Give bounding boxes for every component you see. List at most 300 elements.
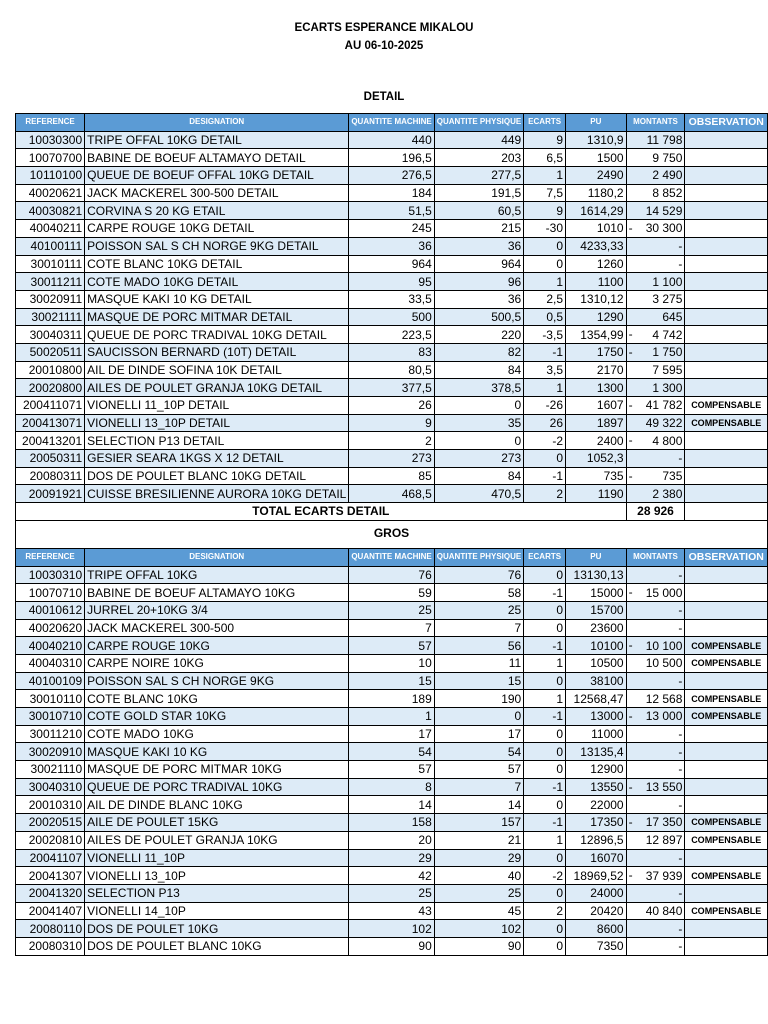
ecart-cell: 2 <box>524 902 566 920</box>
table-row <box>16 831 768 849</box>
table-row <box>16 326 768 344</box>
ecart-cell: -1 <box>524 584 566 602</box>
table-row <box>16 708 768 726</box>
header-designation: DESIGNATION <box>85 114 349 132</box>
designation-cell: JACK MACKEREL 300-500 DETAIL <box>85 184 349 202</box>
ecart-cell: 0 <box>524 566 566 584</box>
montant-cell <box>626 361 685 379</box>
qte-machine-cell: 59 <box>349 584 434 602</box>
montant-value: 41 782 <box>645 398 683 413</box>
qte-machine-cell: 83 <box>349 343 434 361</box>
observation-cell: COMPENSABLE <box>685 902 768 920</box>
montant-cell <box>626 831 685 849</box>
montant-value: 2 380 <box>652 486 683 501</box>
reference-cell: 20010310 <box>16 796 85 814</box>
table-row <box>16 920 768 938</box>
negative-sign: - <box>628 327 633 342</box>
ecart-cell: -1 <box>524 814 566 832</box>
ecart-cell: 0 <box>524 743 566 761</box>
montant-value: - <box>678 797 683 812</box>
reference-cell: 20080310 <box>16 937 85 955</box>
header-qte-machine: QUANTITE MACHINE <box>349 548 434 566</box>
designation-cell: DOS DE POULET BLANC 10KG DETAIL <box>85 467 349 485</box>
montant-value: 645 <box>662 309 683 324</box>
ecart-cell: 2,5 <box>524 290 566 308</box>
qte-physique-cell: 25 <box>434 601 523 619</box>
montant-value: 735 <box>662 469 683 484</box>
ecart-cell: -30 <box>524 220 566 238</box>
pu-cell: 16070 <box>566 849 627 867</box>
montant-cell <box>626 672 685 690</box>
qte-physique-cell: 15 <box>434 672 523 690</box>
designation-cell: MASQUE DE PORC MITMAR 10KG <box>85 761 349 779</box>
table-row <box>16 220 768 238</box>
table-row <box>16 255 768 273</box>
qte-machine-cell: 223,5 <box>349 326 434 344</box>
reference-cell: 30021110 <box>16 761 85 779</box>
designation-cell: AILES DE POULET GRANJA 10KG <box>85 831 349 849</box>
table-row <box>16 308 768 326</box>
ecart-cell: -2 <box>524 867 566 885</box>
table-row <box>16 432 768 450</box>
table-row <box>16 450 768 468</box>
montant-cell <box>626 619 685 637</box>
table-row <box>16 202 768 220</box>
reference-cell: 200413201 <box>16 432 85 450</box>
montant-cell <box>626 308 685 326</box>
negative-sign: - <box>628 468 633 483</box>
reference-cell: 40040211 <box>16 220 85 238</box>
negative-sign: - <box>628 398 633 412</box>
table-row <box>16 485 768 503</box>
pu-cell: 1052,3 <box>566 450 627 468</box>
designation-cell: TRIPE OFFAL 10KG <box>85 566 349 584</box>
montant-value: 17 350 <box>645 815 683 830</box>
designation-cell: COTE MADO 10KG <box>85 725 349 743</box>
ecart-cell: -3,5 <box>524 326 566 344</box>
negative-sign: - <box>628 638 633 653</box>
table-row <box>16 637 768 655</box>
qte-physique-cell: 14 <box>434 796 523 814</box>
montant-value: 37 939 <box>645 868 683 883</box>
observation-cell <box>685 326 768 344</box>
montant-cell <box>626 902 685 920</box>
qte-physique-cell: 191,5 <box>434 184 523 202</box>
montant-cell <box>626 149 685 167</box>
table-row <box>16 379 768 397</box>
montant-value: - <box>678 451 683 466</box>
pu-cell: 1354,99 <box>566 326 627 344</box>
ecart-cell: 3,5 <box>524 361 566 379</box>
montant-cell <box>626 708 685 726</box>
pu-cell: 2170 <box>566 361 627 379</box>
negative-sign: - <box>628 709 633 723</box>
header-ecarts: ECARTS <box>524 548 566 566</box>
montant-cell <box>626 202 685 220</box>
montant-cell <box>626 601 685 619</box>
qte-physique-cell: 378,5 <box>434 379 523 397</box>
pu-cell: 7350 <box>566 937 627 955</box>
ecart-cell: 0,5 <box>524 308 566 326</box>
ecart-cell: 0 <box>524 849 566 867</box>
qte-machine-cell: 8 <box>349 778 434 796</box>
designation-cell: COTE MADO 10KG DETAIL <box>85 273 349 291</box>
montant-value: 1 750 <box>652 345 683 360</box>
ecart-cell: 26 <box>524 414 566 432</box>
observation-cell <box>685 796 768 814</box>
table-row <box>16 467 768 485</box>
qte-physique-cell: 36 <box>434 290 523 308</box>
designation-cell: MASQUE KAKI 10 KG DETAIL <box>85 290 349 308</box>
observation-cell <box>685 485 768 503</box>
qte-machine-cell: 76 <box>349 566 434 584</box>
qte-machine-cell: 90 <box>349 937 434 955</box>
ecart-cell: 0 <box>524 237 566 255</box>
detail-total-value: 28 926 <box>626 503 685 521</box>
qte-physique-cell: 449 <box>434 131 523 149</box>
pu-cell: 1750 <box>566 343 627 361</box>
qte-machine-cell: 36 <box>349 237 434 255</box>
reference-cell: 40040310 <box>16 654 85 672</box>
table-row <box>16 867 768 885</box>
document-date: AU 06-10-2025 <box>344 40 424 52</box>
qte-physique-cell: 35 <box>434 414 523 432</box>
observation-cell <box>685 566 768 584</box>
montant-value: 10 100 <box>645 638 683 653</box>
qte-physique-cell: 36 <box>434 237 523 255</box>
montant-value: 11 798 <box>646 133 683 148</box>
qte-physique-cell: 11 <box>434 654 523 672</box>
montant-value: 15 000 <box>645 585 683 600</box>
montant-cell <box>626 343 685 361</box>
observation-cell <box>685 743 768 761</box>
montant-value: 12 897 <box>645 833 683 848</box>
ecart-cell: 0 <box>524 796 566 814</box>
pu-cell: 735 <box>566 467 627 485</box>
reference-cell: 20041107 <box>16 849 85 867</box>
gros-section-row <box>16 520 768 546</box>
montant-cell <box>626 485 685 503</box>
designation-cell: CARPE ROUGE 10KG DETAIL <box>85 220 349 238</box>
observation-cell <box>685 467 768 485</box>
reference-cell: 40020620 <box>16 619 85 637</box>
qte-physique-cell: 84 <box>434 467 523 485</box>
qte-machine-cell: 468,5 <box>349 485 434 503</box>
table-row <box>16 849 768 867</box>
ecart-cell: 1 <box>524 690 566 708</box>
qte-machine-cell: 158 <box>349 814 434 832</box>
montant-value: 13 000 <box>645 709 683 724</box>
montant-cell <box>626 584 685 602</box>
montant-cell <box>626 237 685 255</box>
ecart-cell: 6,5 <box>524 149 566 167</box>
observation-cell <box>685 778 768 796</box>
observation-cell <box>685 761 768 779</box>
table-row <box>16 761 768 779</box>
document-title: ECARTS ESPERANCE MIKALOU <box>294 22 474 34</box>
qte-physique-cell: 76 <box>434 566 523 584</box>
montant-cell <box>626 884 685 902</box>
designation-cell: JACK MACKEREL 300-500 <box>85 619 349 637</box>
observation-cell <box>685 149 768 167</box>
qte-machine-cell: 17 <box>349 725 434 743</box>
observation-cell <box>685 167 768 185</box>
reference-cell: 10070700 <box>16 149 85 167</box>
ecart-cell: -1 <box>524 637 566 655</box>
qte-machine-cell: 184 <box>349 184 434 202</box>
pu-cell: 20420 <box>566 902 627 920</box>
ecart-cell: 9 <box>524 202 566 220</box>
reference-cell: 20080110 <box>16 920 85 938</box>
reference-cell: 20091921 <box>16 485 85 503</box>
qte-machine-cell: 7 <box>349 619 434 637</box>
reference-cell: 30011211 <box>16 273 85 291</box>
negative-sign: - <box>628 779 633 794</box>
table-row <box>16 343 768 361</box>
observation-cell: COMPENSABLE <box>685 867 768 885</box>
ecart-cell: -1 <box>524 708 566 726</box>
qte-machine-cell: 33,5 <box>349 290 434 308</box>
table-row <box>16 566 768 584</box>
pu-cell: 15000 <box>566 584 627 602</box>
pu-cell: 1897 <box>566 414 627 432</box>
montant-cell <box>626 255 685 273</box>
qte-physique-cell: 96 <box>434 273 523 291</box>
montant-value: 40 840 <box>645 903 683 918</box>
detail-table-body <box>16 114 768 503</box>
reference-cell: 40020621 <box>16 184 85 202</box>
designation-cell: JURREL 20+10KG 3/4 <box>85 601 349 619</box>
qte-machine-cell: 95 <box>349 273 434 291</box>
qte-machine-cell: 1 <box>349 708 434 726</box>
negative-sign: - <box>628 344 633 359</box>
montant-cell <box>626 849 685 867</box>
montant-cell <box>626 131 685 149</box>
observation-cell <box>685 361 768 379</box>
header-qte-machine: QUANTITE MACHINE <box>349 114 434 132</box>
montant-value: 9 750 <box>652 150 683 165</box>
pu-cell: 13550 <box>566 778 627 796</box>
qte-machine-cell: 189 <box>349 690 434 708</box>
qte-physique-cell: 82 <box>434 343 523 361</box>
observation-cell: COMPENSABLE <box>685 654 768 672</box>
reference-cell: 40030821 <box>16 202 85 220</box>
pu-cell: 1260 <box>566 255 627 273</box>
montant-value: 14 529 <box>645 203 683 218</box>
qte-machine-cell: 54 <box>349 743 434 761</box>
ecart-cell: 1 <box>524 831 566 849</box>
reference-cell: 30021111 <box>16 308 85 326</box>
observation-cell <box>685 849 768 867</box>
pu-cell: 1614,29 <box>566 202 627 220</box>
ecarts-table <box>15 113 768 956</box>
qte-machine-cell: 85 <box>349 467 434 485</box>
pu-cell: 1190 <box>566 485 627 503</box>
reference-cell: 200413071 <box>16 414 85 432</box>
qte-physique-cell: 220 <box>434 326 523 344</box>
montant-cell <box>626 432 685 450</box>
designation-cell: AIL DE DINDE BLANC 10KG <box>85 796 349 814</box>
designation-cell: COTE BLANC 10KG <box>85 690 349 708</box>
designation-cell: QUEUE DE PORC TRADIVAL 10KG DETAIL <box>85 326 349 344</box>
qte-machine-cell: 57 <box>349 637 434 655</box>
qte-physique-cell: 17 <box>434 725 523 743</box>
observation-cell <box>685 920 768 938</box>
qte-physique-cell: 29 <box>434 849 523 867</box>
qte-physique-cell: 84 <box>434 361 523 379</box>
ecart-cell: 0 <box>524 619 566 637</box>
table-row <box>16 743 768 761</box>
qte-physique-cell: 0 <box>434 397 523 415</box>
detail-total-row <box>16 503 768 521</box>
ecart-cell: -1 <box>524 467 566 485</box>
detail-total <box>16 503 768 549</box>
montant-cell <box>626 937 685 955</box>
pu-cell: 1607 <box>566 397 627 415</box>
reference-cell: 30020910 <box>16 743 85 761</box>
designation-cell: POISSON SAL S CH NORGE 9KG DETAIL <box>85 237 349 255</box>
header-pu: PU <box>566 114 627 132</box>
pu-cell: 13000 <box>566 708 627 726</box>
table-row <box>16 690 768 708</box>
qte-machine-cell: 102 <box>349 920 434 938</box>
observation-cell: COMPENSABLE <box>685 831 768 849</box>
pu-cell: 12896,5 <box>566 831 627 849</box>
ecart-cell: 1 <box>524 167 566 185</box>
designation-cell: VIONELLI 11_10P DETAIL <box>85 397 349 415</box>
observation-cell <box>685 725 768 743</box>
pu-cell: 2400 <box>566 432 627 450</box>
qte-physique-cell: 25 <box>434 884 523 902</box>
header-pu: PU <box>566 548 627 566</box>
table-row <box>16 149 768 167</box>
table-row <box>16 814 768 832</box>
reference-cell: 200411071 <box>16 397 85 415</box>
observation-cell: COMPENSABLE <box>685 414 768 432</box>
table-row <box>16 131 768 149</box>
designation-cell: MASQUE DE PORC MITMAR DETAIL <box>85 308 349 326</box>
ecart-cell: -1 <box>524 778 566 796</box>
designation-cell: QUEUE DE PORC TRADIVAL 10KG <box>85 778 349 796</box>
designation-cell: AILE DE POULET 15KG <box>85 814 349 832</box>
qte-physique-cell: 21 <box>434 831 523 849</box>
montant-cell <box>626 379 685 397</box>
pu-cell: 2490 <box>566 167 627 185</box>
montant-cell <box>626 761 685 779</box>
table-row <box>16 937 768 955</box>
observation-cell <box>685 184 768 202</box>
qte-machine-cell: 245 <box>349 220 434 238</box>
designation-cell: DOS DE POULET BLANC 10KG <box>85 937 349 955</box>
montant-cell <box>626 637 685 655</box>
header-qte-physique: QUANTITE PHYSIQUE <box>434 114 523 132</box>
reference-cell: 40010612 <box>16 601 85 619</box>
reference-cell: 20020515 <box>16 814 85 832</box>
reference-cell: 40040210 <box>16 637 85 655</box>
negative-sign: - <box>628 221 633 236</box>
ecart-cell: 1 <box>524 654 566 672</box>
montant-value: - <box>678 744 683 759</box>
header-qte-physique: QUANTITE PHYSIQUE <box>434 548 523 566</box>
observation-cell <box>685 884 768 902</box>
qte-machine-cell: 276,5 <box>349 167 434 185</box>
ecart-cell: 0 <box>524 601 566 619</box>
montant-cell <box>626 654 685 672</box>
designation-cell: CARPE ROUGE 10KG <box>85 637 349 655</box>
qte-machine-cell: 9 <box>349 414 434 432</box>
qte-machine-cell: 25 <box>349 884 434 902</box>
designation-cell: VIONELLI 13_10P DETAIL <box>85 414 349 432</box>
observation-cell: COMPENSABLE <box>685 814 768 832</box>
montant-cell <box>626 725 685 743</box>
observation-cell <box>685 450 768 468</box>
table-row <box>16 654 768 672</box>
pu-cell: 11000 <box>566 725 627 743</box>
ecart-cell: 0 <box>524 937 566 955</box>
pu-cell: 12900 <box>566 761 627 779</box>
table-row <box>16 273 768 291</box>
qte-machine-cell: 14 <box>349 796 434 814</box>
observation-cell <box>685 273 768 291</box>
header-reference: REFERENCE <box>16 114 85 132</box>
qte-physique-cell: 54 <box>434 743 523 761</box>
header-montants: MONTANTS <box>626 114 685 132</box>
qte-physique-cell: 56 <box>434 637 523 655</box>
ecart-cell: 0 <box>524 450 566 468</box>
pu-cell: 1310,12 <box>566 290 627 308</box>
montant-cell <box>626 290 685 308</box>
reference-cell: 30040310 <box>16 778 85 796</box>
montant-cell <box>626 167 685 185</box>
montant-value: - <box>678 567 683 582</box>
pu-cell: 8600 <box>566 920 627 938</box>
designation-cell: CORVINA S 20 KG ETAIL <box>85 202 349 220</box>
detail-total-empty <box>685 503 768 521</box>
qte-physique-cell: 215 <box>434 220 523 238</box>
designation-cell: SELECTION P13 DETAIL <box>85 432 349 450</box>
observation-cell: COMPENSABLE <box>685 637 768 655</box>
ecart-cell: -2 <box>524 432 566 450</box>
pu-cell: 24000 <box>566 884 627 902</box>
header-montants: MONTANTS <box>626 548 685 566</box>
pu-cell: 1310,9 <box>566 131 627 149</box>
montant-value: - <box>678 673 683 688</box>
ecart-cell: 0 <box>524 672 566 690</box>
qte-machine-cell: 964 <box>349 255 434 273</box>
designation-cell: BABINE DE BOEUF ALTAMAYO DETAIL <box>85 149 349 167</box>
table-row <box>16 397 768 415</box>
qte-machine-cell: 26 <box>349 397 434 415</box>
observation-cell <box>685 601 768 619</box>
pu-cell: 17350 <box>566 814 627 832</box>
ecart-cell: 0 <box>524 255 566 273</box>
qte-physique-cell: 102 <box>434 920 523 938</box>
table-row <box>16 290 768 308</box>
montant-cell <box>626 414 685 432</box>
qte-machine-cell: 2 <box>349 432 434 450</box>
designation-cell: VIONELLI 13_10P <box>85 867 349 885</box>
reference-cell: 20041407 <box>16 902 85 920</box>
pu-cell: 1500 <box>566 149 627 167</box>
reference-cell: 20041307 <box>16 867 85 885</box>
pu-cell: 1180,2 <box>566 184 627 202</box>
reference-cell: 30040311 <box>16 326 85 344</box>
ecart-cell: 0 <box>524 761 566 779</box>
designation-cell: AILES DE POULET GRANJA 10KG DETAIL <box>85 379 349 397</box>
gros-header-row <box>16 548 768 566</box>
observation-cell <box>685 672 768 690</box>
reference-cell: 40100109 <box>16 672 85 690</box>
